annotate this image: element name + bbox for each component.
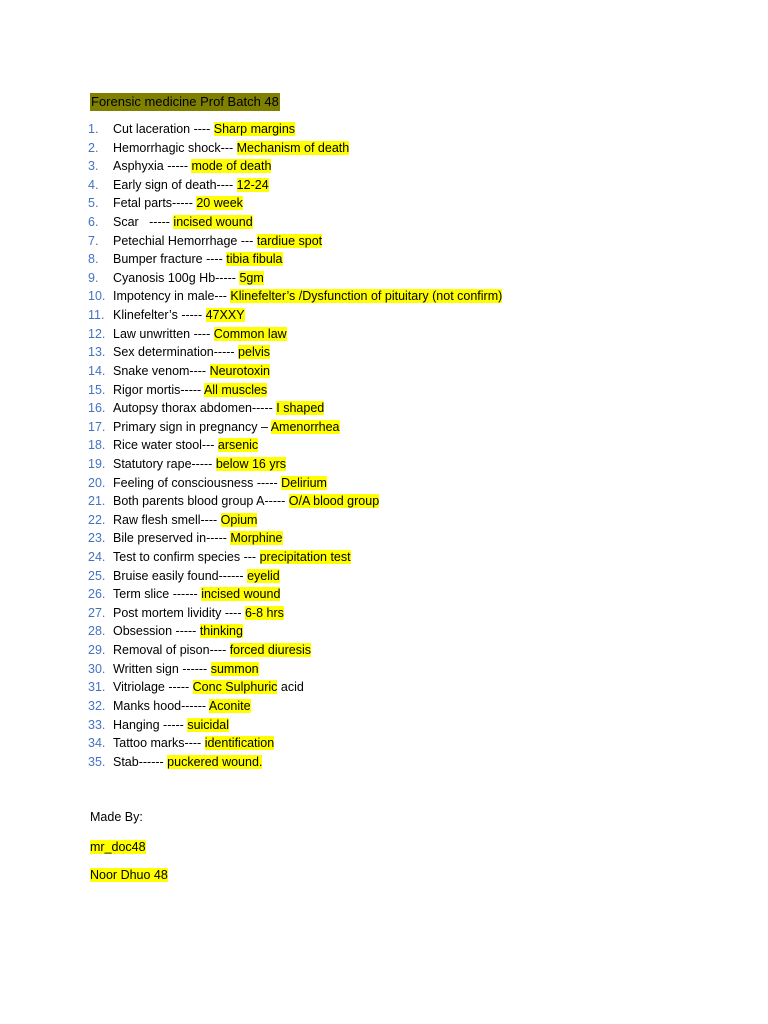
list-item-text <box>113 548 351 567</box>
author-name-1: mr_doc48 <box>90 840 146 854</box>
question-text: Raw flesh smell---- <box>113 512 221 527</box>
list-item-number: 13. <box>88 345 106 360</box>
question-text: Fetal parts----- <box>113 196 197 211</box>
list-item-number: 12. <box>88 326 106 341</box>
question-text: Hanging ----- <box>113 717 188 732</box>
list-item <box>0 362 768 381</box>
list-item-number: 27. <box>88 605 106 620</box>
list-item-text <box>113 734 274 753</box>
answer-highlight: 20 week <box>196 196 243 211</box>
list-item-text <box>113 716 229 735</box>
answer-highlight: Sharp margins <box>213 122 296 136</box>
list-item-number: 21. <box>88 494 106 509</box>
list-item-text <box>113 139 349 158</box>
list-item-text <box>113 511 257 530</box>
question-text: Both parents blood group A----- <box>113 494 289 509</box>
list-item-text <box>113 604 284 623</box>
list-item-number: 22. <box>88 512 106 527</box>
list-item-text <box>113 194 243 213</box>
list-item-number: 14. <box>88 363 106 378</box>
question-text: Obsession ----- <box>113 624 200 639</box>
question-text: Sex determination----- <box>113 345 239 360</box>
qa-list <box>0 120 768 771</box>
list-item <box>0 474 768 493</box>
list-item-number: 31. <box>88 680 106 695</box>
list-item-text <box>113 585 280 604</box>
list-item-text <box>113 306 245 325</box>
answer-highlight: Aconite <box>208 698 251 713</box>
list-item <box>0 641 768 660</box>
list-item-number: 15. <box>88 382 106 397</box>
list-item <box>0 381 768 400</box>
question-text: Hemorrhagic shock--- <box>113 140 237 155</box>
author-name-2: Noor Dhuo 48 <box>90 868 168 882</box>
list-item-number: 6. <box>88 215 99 230</box>
question-text: Cyanosis 100g Hb----- <box>113 270 240 285</box>
list-item-text <box>113 343 270 362</box>
answer-highlight: incised wound <box>173 215 253 230</box>
question-text: Removal of pison---- <box>113 643 230 658</box>
list-item-number: 20. <box>88 475 106 490</box>
list-item <box>0 418 768 437</box>
question-text: Cut laceration ---- <box>113 122 214 136</box>
list-item-text <box>113 120 295 139</box>
list-item-number: 33. <box>88 717 106 732</box>
answer-highlight: summon <box>210 661 259 676</box>
list-item-text <box>113 641 311 660</box>
answer-suffix: acid <box>277 680 304 695</box>
answer-highlight: Delirium <box>281 475 327 490</box>
list-item-number: 35. <box>88 754 106 769</box>
answer-highlight: puckered wound. <box>167 754 263 769</box>
list-item <box>0 511 768 530</box>
answer-highlight: 6-8 hrs <box>244 605 284 620</box>
list-item <box>0 213 768 232</box>
answer-highlight: Mechanism of death <box>236 140 350 155</box>
list-item <box>0 399 768 418</box>
list-item <box>0 269 768 288</box>
list-item-text <box>113 269 264 288</box>
answer-highlight: Amenorrhea <box>270 419 340 434</box>
question-text: Autopsy thorax abdomen----- <box>113 401 277 416</box>
list-item-number: 1. <box>88 122 99 136</box>
answer-highlight: Conc Sulphuric <box>192 680 278 695</box>
list-item-number: 4. <box>88 177 99 192</box>
answer-highlight: 5gm <box>239 270 264 285</box>
list-item <box>0 697 768 716</box>
list-item-text <box>113 362 270 381</box>
question-text: Early sign of death---- <box>113 177 237 192</box>
list-item-text <box>113 622 243 641</box>
answer-highlight: Opium <box>220 512 258 527</box>
answer-highlight: pelvis <box>238 345 271 360</box>
list-item-number: 28. <box>88 624 106 639</box>
answer-highlight: 12-24 <box>236 177 269 192</box>
list-item-text <box>113 399 324 418</box>
list-item-text <box>113 232 322 251</box>
question-text: Klinefelter’s ----- <box>113 308 206 323</box>
list-item <box>0 343 768 362</box>
question-text: Bumper fracture ---- <box>113 252 227 267</box>
list-item <box>0 176 768 195</box>
answer-highlight: Klinefelter’s /Dysfunction of pituitary (not confirm) <box>230 289 503 304</box>
list-item-number: 7. <box>88 233 99 248</box>
list-item <box>0 529 768 548</box>
list-item-number: 32. <box>88 698 106 713</box>
list-item-text <box>113 325 287 344</box>
question-text: Primary sign in pregnancy – <box>113 419 271 434</box>
author-line-1 <box>90 838 146 856</box>
list-item-text <box>113 660 259 679</box>
question-text: Rice water stool--- <box>113 438 218 453</box>
list-item-number: 2. <box>88 140 99 155</box>
document-title: Forensic medicine Prof Batch 48 <box>91 94 279 109</box>
list-item <box>0 139 768 158</box>
list-item-text <box>113 455 286 474</box>
list-item-text <box>113 287 502 306</box>
list-item <box>0 716 768 735</box>
list-item-number: 16. <box>88 401 106 416</box>
list-item <box>0 734 768 753</box>
list-item-text <box>113 213 253 232</box>
question-text: Manks hood------ <box>113 698 209 713</box>
answer-highlight: forced diuresis <box>229 643 311 658</box>
list-item-text <box>113 250 283 269</box>
list-item-number: 11. <box>88 308 105 323</box>
answer-highlight: suicidal <box>187 717 230 732</box>
answer-highlight: thinking <box>199 624 243 639</box>
list-item <box>0 455 768 474</box>
list-item-text <box>113 157 271 176</box>
answer-highlight: precipitation test <box>259 550 351 565</box>
question-text: Rigor mortis----- <box>113 382 204 397</box>
list-item-text <box>113 697 251 716</box>
answer-highlight: All muscles <box>203 382 268 397</box>
question-text: Term slice ------ <box>113 587 202 602</box>
answer-highlight: incised wound <box>201 587 281 602</box>
answer-highlight: I shaped <box>276 401 325 416</box>
list-item-number: 8. <box>88 252 99 267</box>
question-text: Scar ----- <box>113 215 174 230</box>
answer-highlight: tardiue spot <box>256 233 323 248</box>
list-item <box>0 306 768 325</box>
list-item-number: 25. <box>88 568 106 583</box>
list-item-text <box>113 474 327 493</box>
question-text: Petechial Hemorrhage --- <box>113 233 257 248</box>
list-item-text <box>113 418 340 437</box>
answer-highlight: Neurotoxin <box>209 363 271 378</box>
answer-highlight: tibia fibula <box>226 252 283 267</box>
question-text: Statutory rape----- <box>113 456 216 471</box>
list-item-number: 30. <box>88 661 106 676</box>
question-text: Feeling of consciousness ----- <box>113 475 282 490</box>
question-text: Tattoo marks---- <box>113 736 205 751</box>
answer-highlight: Common law <box>213 326 287 341</box>
answer-highlight: Morphine <box>230 531 283 546</box>
question-text: Law unwritten ---- <box>113 326 214 341</box>
list-item-text <box>113 567 280 586</box>
list-item-number: 17. <box>88 419 106 434</box>
list-item-text <box>113 176 269 195</box>
list-item-number: 18. <box>88 438 106 453</box>
answer-highlight: below 16 yrs <box>215 456 286 471</box>
answer-highlight: 47XXY <box>205 308 245 323</box>
list-item-number: 26. <box>88 587 106 602</box>
list-item <box>0 194 768 213</box>
question-text: Test to confirm species --- <box>113 550 260 565</box>
answer-highlight: mode of death <box>191 159 272 174</box>
list-item-number: 29. <box>88 643 106 658</box>
list-item-text <box>113 381 267 400</box>
list-item-number: 10. <box>88 289 106 304</box>
list-item <box>0 120 768 139</box>
list-item-number: 34. <box>88 736 106 751</box>
list-item-text <box>113 436 258 455</box>
list-item <box>0 604 768 623</box>
answer-highlight: identification <box>204 736 275 751</box>
list-item <box>0 325 768 344</box>
list-item <box>0 753 768 772</box>
list-item <box>0 436 768 455</box>
answer-highlight: O/A blood group <box>288 494 380 509</box>
list-item-number: 9. <box>88 270 99 285</box>
list-item <box>0 622 768 641</box>
question-text: Asphyxia ----- <box>113 159 192 174</box>
made-by-label: Made By: <box>90 810 143 824</box>
question-text: Written sign ------ <box>113 661 211 676</box>
question-text: Bile preserved in----- <box>113 531 231 546</box>
list-item-text <box>113 492 379 511</box>
question-text: Post mortem lividity ---- <box>113 605 245 620</box>
list-item-text <box>113 529 283 548</box>
list-item-number: 3. <box>88 159 99 174</box>
question-text: Stab------ <box>113 754 168 769</box>
list-item-number: 23. <box>88 531 106 546</box>
answer-highlight: arsenic <box>217 438 259 453</box>
question-text: Impotency in male--- <box>113 289 231 304</box>
question-text: Snake venom---- <box>113 363 210 378</box>
list-item-text <box>113 753 262 772</box>
author-line-2 <box>90 866 168 884</box>
list-item <box>0 232 768 251</box>
list-item <box>0 157 768 176</box>
answer-highlight: eyelid <box>247 568 280 583</box>
list-item-number: 5. <box>88 196 99 211</box>
list-item <box>0 585 768 604</box>
list-item-number: 19. <box>88 456 106 471</box>
list-item <box>0 492 768 511</box>
list-item <box>0 567 768 586</box>
list-item-number: 24. <box>88 550 106 565</box>
question-text: Bruise easily found------ <box>113 568 248 583</box>
question-text: Vitriolage ----- <box>113 680 193 695</box>
list-item <box>0 660 768 679</box>
list-item <box>0 287 768 306</box>
list-item <box>0 250 768 269</box>
list-item-text <box>113 678 304 697</box>
list-item <box>0 678 768 697</box>
list-item <box>0 548 768 567</box>
